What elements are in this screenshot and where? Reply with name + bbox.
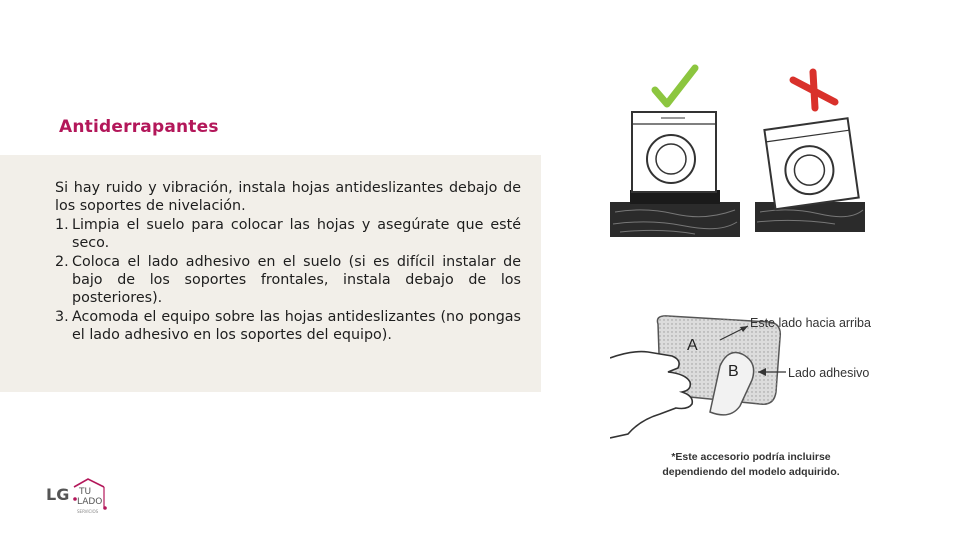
instructions-text	[55, 179, 521, 345]
step-item: 3. Acomoda el equipo sobre las hojas antideslizantes (no pongas el lado adhesivo en los soportes del equipo).	[55, 308, 521, 344]
step-item: 1. Limpia el suelo para colocar las hojas y asegúrate que esté seco.	[55, 216, 521, 252]
floor-left	[610, 190, 740, 237]
washer-placement-figure	[605, 62, 870, 240]
svg-text:TU: TU	[79, 487, 92, 497]
svg-text:SERVICIOS: SERVICIOS	[77, 509, 99, 514]
side-a-letter: A	[687, 337, 698, 354]
antislip-sheet-figure	[610, 310, 895, 440]
floor-right	[755, 202, 865, 232]
step-item: 2. Coloca el lado adhesivo en el suelo (si es difícil instalar de bajo de los soportes frontales, instala debajo de los posteriores).	[55, 253, 521, 307]
intro-paragraph: Si hay ruido y vibración, instala hojas antideslizantes debajo de los soportes de nivelación.	[55, 180, 521, 215]
accessory-note: *Este accesorio podría incluirse dependiendo del modelo adquirido.	[662, 451, 840, 478]
steps-list	[55, 216, 521, 345]
svg-text:LADO: LADO	[77, 497, 103, 507]
svg-text:LG: LG	[46, 485, 70, 504]
washer-level	[632, 112, 716, 192]
section-title: Antiderrapantes	[59, 117, 219, 137]
label-this-side-up: Este lado hacia arriba	[750, 316, 871, 330]
lg-tu-lado-logo	[44, 477, 114, 517]
side-b-letter: B	[728, 363, 739, 380]
washer-tilted	[764, 118, 858, 209]
x-icon	[793, 72, 835, 108]
label-adhesive-side: Lado adhesivo	[788, 366, 870, 380]
check-icon	[655, 68, 695, 104]
